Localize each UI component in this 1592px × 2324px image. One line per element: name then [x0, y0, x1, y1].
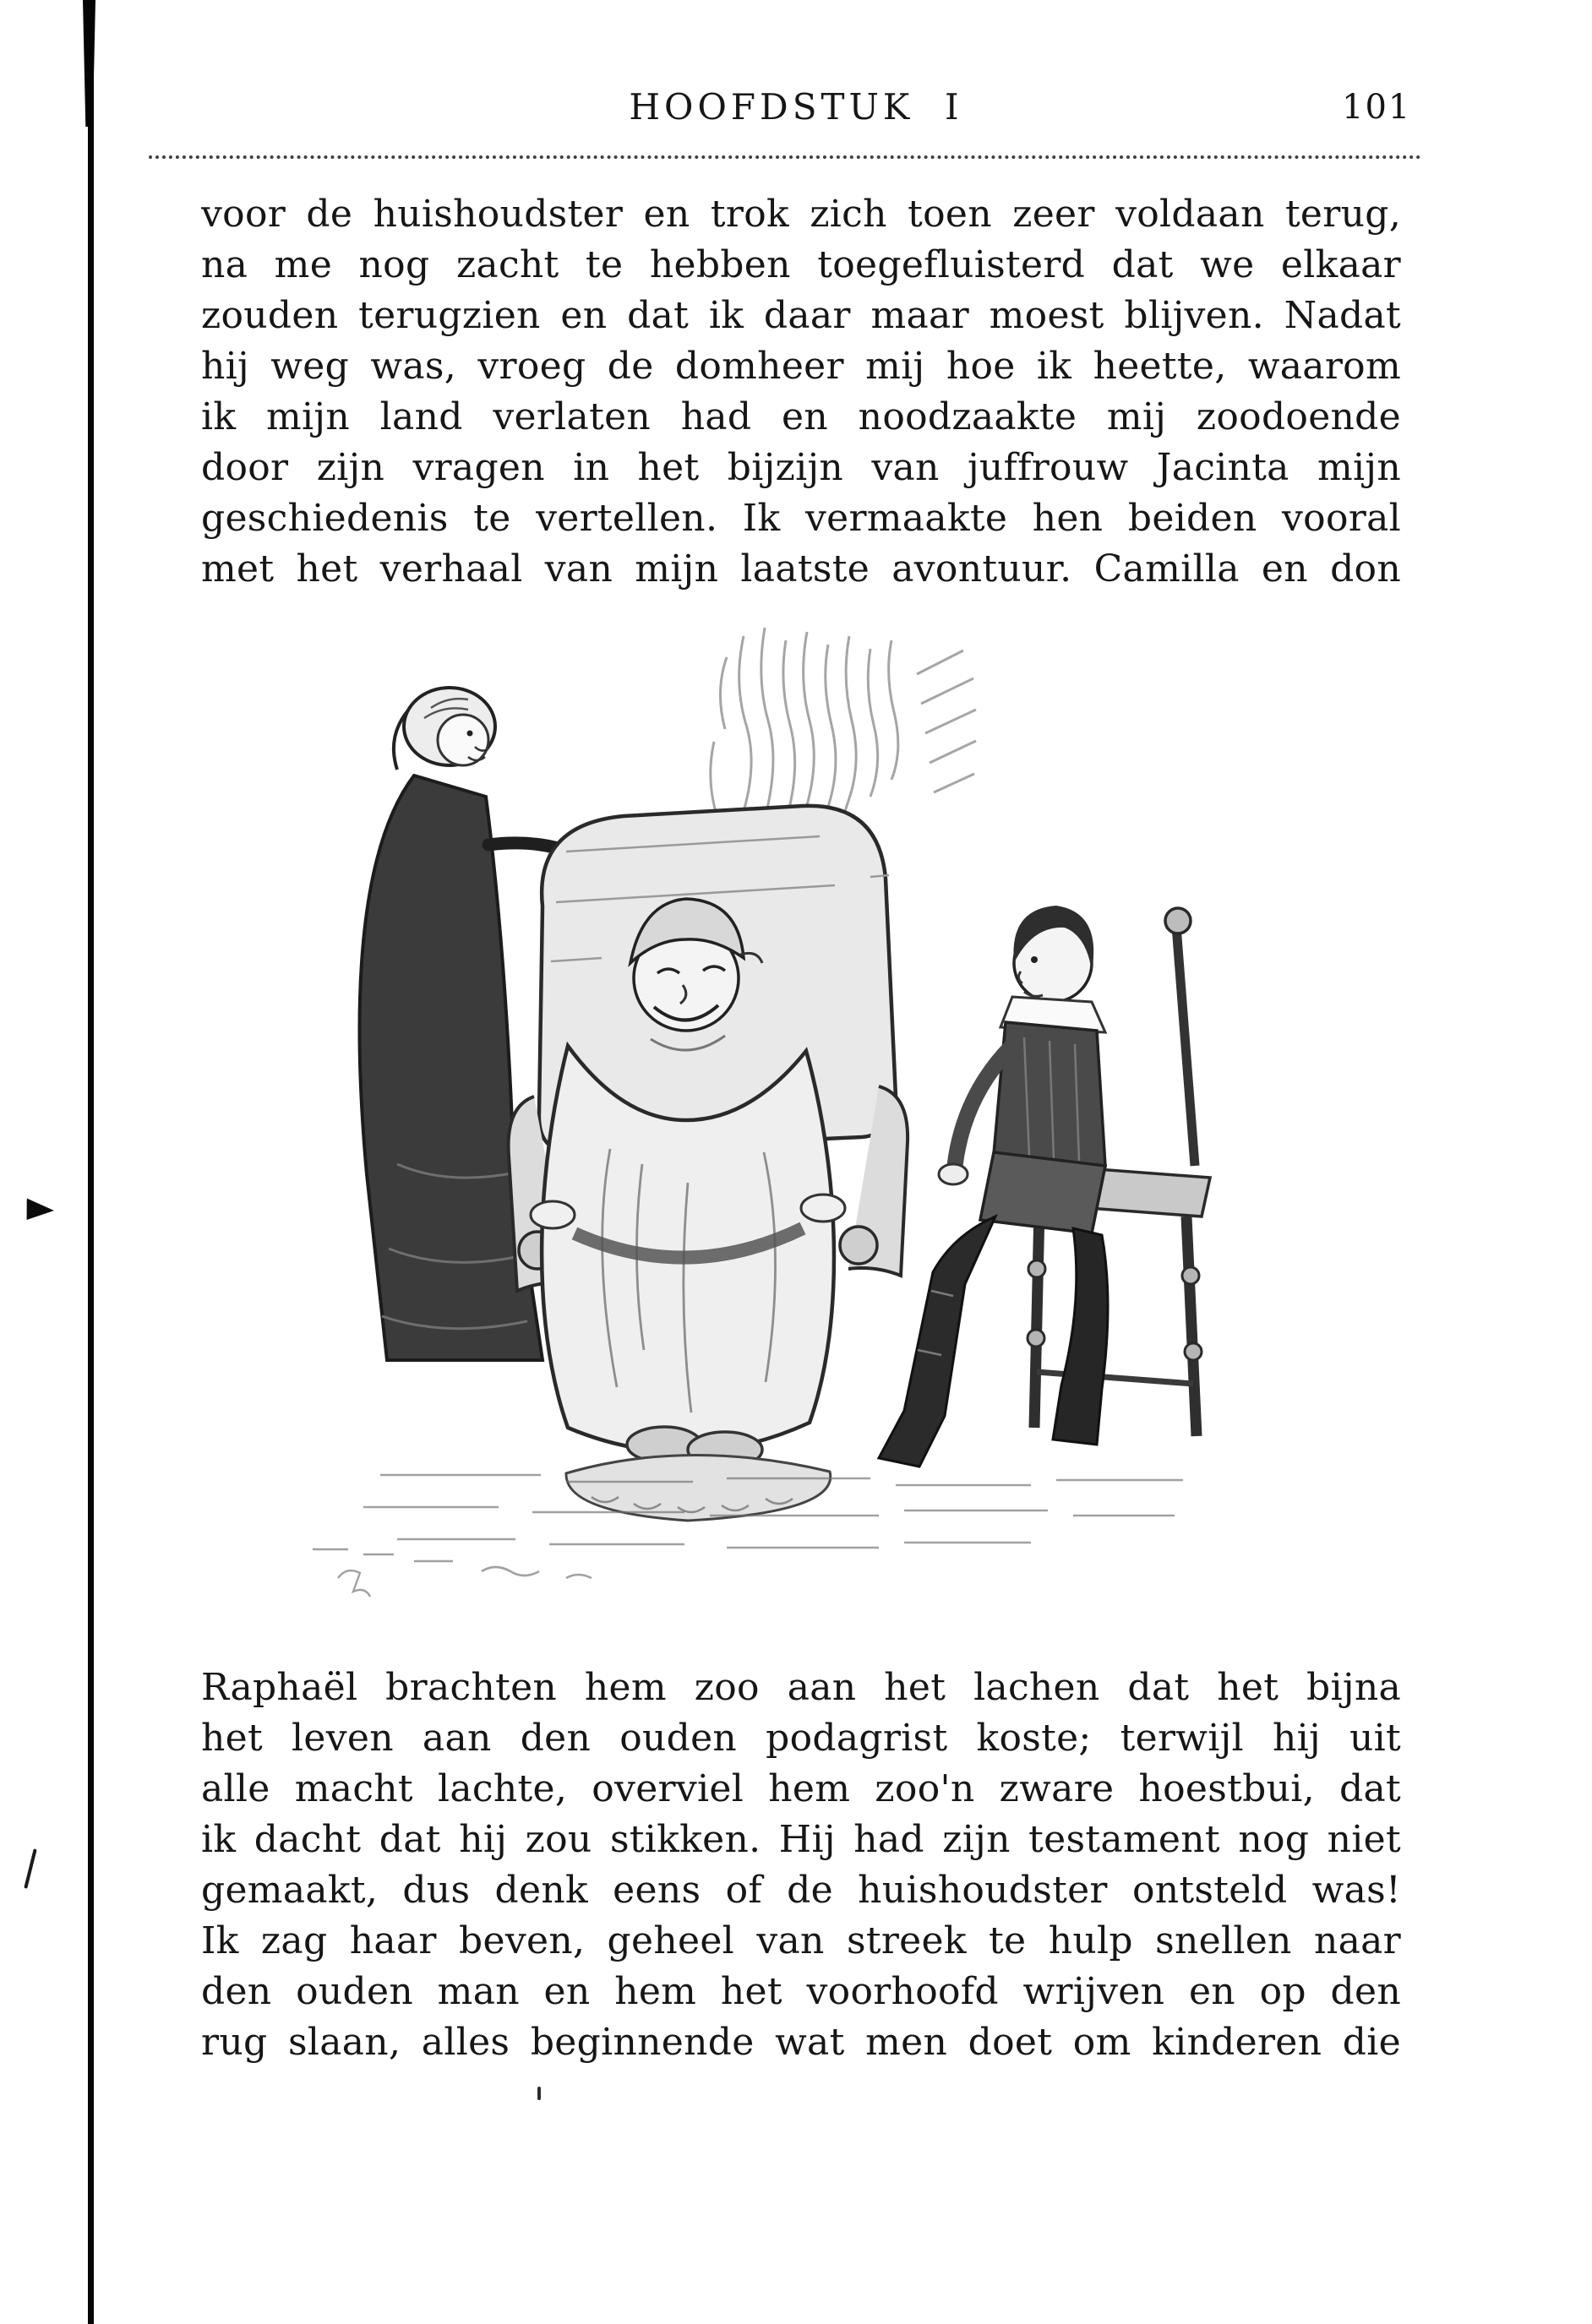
text-line: met het verhaal van mijn laatste avontuur. Camilla en don — [201, 547, 1401, 591]
chapter-heading: HOOFDSTUK I — [629, 86, 963, 128]
old-man-armchair-figure — [509, 806, 908, 1521]
text-line: gemaakt, dus denk eens of de huishoudster ontsteld was! — [201, 1869, 1401, 1912]
text-line: Raphaël brachten hem zoo aan het lachen dat het bijna — [201, 1666, 1401, 1709]
ink-speck — [537, 2087, 541, 2100]
text-line: voor de huishoudster en trok zich toen zeer voldaan terug, — [201, 193, 1401, 236]
text-line: zouden terugzien en dat ik daar maar moest blijven. Nadat — [201, 294, 1401, 337]
text-line: door zijn vragen in het bijzijn van juffrouw Jacinta mijn — [201, 446, 1401, 489]
text-line: rug slaan, alles beginnende wat men doet om kinderen die — [201, 2021, 1401, 2064]
margin-arrow-mark — [24, 1196, 56, 1223]
text-line: na me nog zacht te hebben toegefluisterd dat we elkaar — [201, 243, 1401, 286]
text-line: geschiedenis te vertellen. Ik vermaakte hen beiden vooral — [201, 497, 1401, 540]
young-man-chair-figure — [879, 906, 1210, 1467]
text-line: hij weg was, vroeg de domheer mij hoe ik heette, waarom — [201, 345, 1401, 388]
paragraph-1 — [201, 189, 1401, 595]
header-dotted-rule — [149, 155, 1421, 159]
book-spine-line — [88, 0, 94, 2324]
text-line: Ik zag haar beven, geheel van streek te hulp snellen naar — [201, 1919, 1401, 1962]
illustration-container — [287, 623, 1318, 1612]
paragraph-2 — [201, 1663, 1401, 2068]
text-line: ik mijn land verlaten had en noodzaakte mij zoodoende — [201, 395, 1401, 438]
text-line: alle macht lachte, overviel hem zoo'n zware hoestbui, dat — [201, 1767, 1401, 1810]
margin-squiggle-mark — [24, 1848, 36, 1889]
text-line: het leven aan den ouden podagrist koste; terwijl hij uit — [201, 1717, 1401, 1760]
text-line: ik dacht dat hij zou stikken. Hij had zijn testament nog niet — [201, 1818, 1401, 1861]
page-number: 101 — [1342, 88, 1412, 127]
book-illustration — [287, 623, 1318, 1612]
text-line: den ouden man en hem het voorhoofd wrijven en op den — [201, 1970, 1401, 2013]
